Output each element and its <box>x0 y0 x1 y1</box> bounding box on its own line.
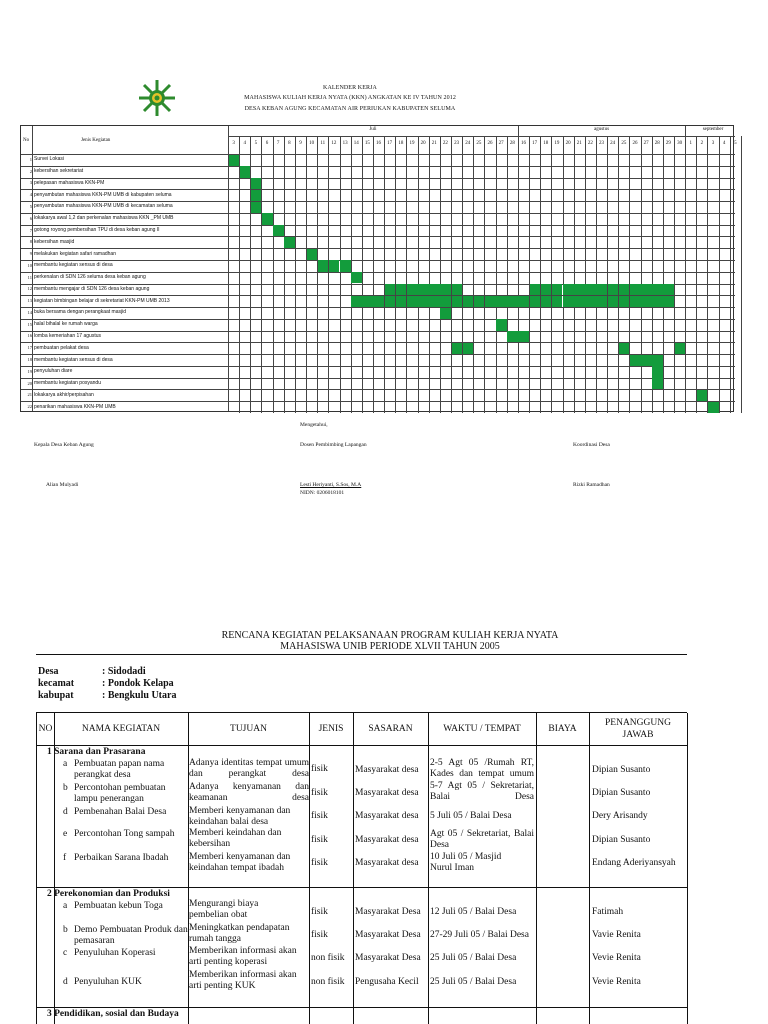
scheduled-cell <box>385 284 396 295</box>
day-number: 24 <box>465 141 471 146</box>
scheduled-cell <box>552 284 563 295</box>
calendar-location: DESA KEBAN AGUNG KECAMATAN AIR PERIUKAN KABUPATEN SELUMA <box>244 106 456 112</box>
item-kegiatan: Percontohan pembuatan lampu penerangan <box>74 783 166 804</box>
day-number: 17 <box>387 141 393 146</box>
item-letter: a <box>63 759 68 769</box>
item-tujuan: Memberi kenyamanan dan keindahan tempat ibadah <box>189 852 291 873</box>
row-number: 14 <box>27 309 32 315</box>
signer-1-role: Kepala Desa Keban Agung <box>34 442 94 448</box>
day-number: 14 <box>353 141 359 146</box>
day-number: 13 <box>342 141 348 146</box>
day-number: 11 <box>320 141 326 146</box>
scheduled-cell <box>574 296 585 307</box>
scheduled-cell <box>240 166 251 177</box>
item-penanggung-jawab: Vevie Renita <box>592 953 641 963</box>
scheduled-cell <box>630 284 641 295</box>
item-penanggung-jawab: Vavie Renita <box>592 930 641 940</box>
item-jenis: fisik <box>311 764 328 774</box>
item-jenis: fisik <box>311 788 328 798</box>
scheduled-cell <box>396 284 407 295</box>
day-number: 3 <box>232 141 235 146</box>
scheduled-cell <box>273 225 284 236</box>
scheduled-cell <box>262 213 273 224</box>
item-jenis: fisik <box>311 811 328 821</box>
item-tujuan: Meningkatkan pendapatan rumah tangga <box>189 923 290 944</box>
day-number: 20 <box>420 141 426 146</box>
day-number: 22 <box>442 141 448 146</box>
day-number: 23 <box>454 141 460 146</box>
item-sasaran: Masyarakat desa <box>355 765 419 775</box>
day-number: 5 <box>254 141 258 146</box>
day-number: 16 <box>376 141 381 146</box>
row-number: 5 <box>29 203 32 209</box>
scheduled-cell <box>385 296 396 307</box>
day-number: 4 <box>243 141 246 146</box>
activity-label: gotong royong pembersihan TPU di desa keban agung II <box>34 227 160 234</box>
row-number: 22 <box>27 404 32 410</box>
scheduled-cell <box>496 296 507 307</box>
item-tujuan: Adanya identitas tempat umum dan perangkat desa <box>189 758 309 779</box>
signer-3-name: Rizki Ramadhan <box>573 482 610 488</box>
scheduled-cell <box>351 296 362 307</box>
day-number: 2 <box>700 141 704 146</box>
item-jenis: fisik <box>311 835 328 845</box>
scheduled-cell <box>251 190 262 201</box>
row-number: 8 <box>29 239 32 245</box>
scheduled-cell <box>619 343 630 354</box>
signer-2-nidn: NIDN: 0206018101 <box>300 490 345 496</box>
day-number: 15 <box>364 141 370 146</box>
item-sasaran: Masyarakat desa <box>355 858 419 868</box>
month-label: september <box>702 127 724 132</box>
day-number: 1 <box>689 141 692 146</box>
row-number: 10 <box>27 262 32 268</box>
row-number: 9 <box>29 251 32 257</box>
day-number: 29 <box>665 141 671 146</box>
scheduled-cell <box>574 284 585 295</box>
scheduled-cell <box>463 296 474 307</box>
meta-desa: Desa : Sidodadi <box>38 666 146 677</box>
item-waktu: 10 Juli 05 / Masjid Nurul Iman <box>430 852 502 873</box>
scheduled-cell <box>229 155 240 166</box>
scheduled-cell <box>429 284 440 295</box>
scheduled-cell <box>641 355 652 366</box>
activity-label: pembuatan pelakat desa <box>34 344 89 351</box>
plan-subtitle: MAHASISWA UNIB PERIODE XLVII TAHUN 2005 <box>280 641 500 652</box>
header-jenis-kegiatan: Jenis Kegiatan <box>81 138 111 143</box>
item-waktu: 2-5 Agt 05 /Rumah RT, Kades dan tempat umum <box>430 758 534 779</box>
plan-title: RENCANA KEGIATAN PELAKSANAAN PROGRAM KULIAH KERJA NYATA <box>221 630 559 641</box>
plan-table <box>36 712 687 1024</box>
item-jenis: fisik <box>311 858 328 868</box>
item-tujuan: Memberi kenyamanan dan keindahan balai desa <box>189 806 291 827</box>
scheduled-cell <box>463 343 474 354</box>
scheduled-cell <box>329 260 340 271</box>
activity-label: halal bihalal ke rumah warga <box>34 321 98 328</box>
day-number: 18 <box>398 141 404 146</box>
day-number: 26 <box>632 141 638 146</box>
item-sasaran: Pengusaha Kecil <box>355 977 419 987</box>
scheduled-cell <box>652 378 663 389</box>
day-number: 12 <box>331 141 337 146</box>
scheduled-cell <box>407 284 418 295</box>
calendar-table <box>20 125 737 412</box>
row-number: 3 <box>29 180 32 186</box>
item-sasaran: Masyarakat Desa <box>355 930 421 940</box>
day-number: 3 <box>711 141 715 146</box>
scheduled-cell <box>284 237 295 248</box>
day-number: 27 <box>498 141 504 146</box>
row-number: 11 <box>27 274 32 280</box>
activity-label: penyuluhan diare <box>34 368 73 375</box>
item-tujuan: Memberikan informasi akan arti penting KUK <box>189 970 297 991</box>
day-number: 22 <box>587 141 593 146</box>
scheduled-cell <box>351 272 362 283</box>
day-number: 18 <box>543 141 549 146</box>
row-number: 17 <box>27 345 32 351</box>
day-number: 9 <box>299 141 302 146</box>
signer-1-name: Alian Mulyadi <box>46 482 79 488</box>
scheduled-cell <box>608 296 619 307</box>
scheduled-cell <box>708 402 719 413</box>
item-penanggung-jawab: Fatimah <box>592 907 624 917</box>
scheduled-cell <box>362 296 373 307</box>
section-3-heading: 3 Pendidikan, sosial dan Budaya <box>47 1009 179 1019</box>
scheduled-cell <box>485 296 496 307</box>
item-kegiatan: Percontohan Tong sampah <box>74 829 175 839</box>
day-number: 5 <box>734 141 737 146</box>
item-waktu: 27-29 Juli 05 / Balai Desa <box>430 930 529 940</box>
activity-label: lokakarya akhir/perpisahan <box>34 391 94 398</box>
scheduled-cell <box>585 284 596 295</box>
day-number: 21 <box>431 141 437 146</box>
day-number: 24 <box>610 141 616 146</box>
day-number: 28 <box>509 141 515 146</box>
item-letter: b <box>63 783 68 793</box>
activity-label: melakukan kegiatan safari ramadhan <box>34 250 116 257</box>
signer-3-role: Koordinasi Desa <box>573 442 610 448</box>
item-kegiatan: Pembuatan kebun Toga <box>74 901 163 911</box>
item-sasaran: Masyarakat Desa <box>355 953 421 963</box>
scheduled-cell <box>429 296 440 307</box>
item-tujuan: Memberi keindahan dan kebersihan <box>189 828 282 849</box>
scheduled-cell <box>541 284 552 295</box>
scheduled-cell <box>496 319 507 330</box>
header-no: No <box>23 138 30 143</box>
item-kegiatan: Perbaikan Sarana Ibadah <box>74 853 169 863</box>
university-logo <box>137 78 177 118</box>
col-no: NO <box>38 724 53 734</box>
item-penanggung-jawab: Dipian Susanto <box>592 835 651 845</box>
row-number: 15 <box>27 321 32 327</box>
scheduled-cell <box>541 296 552 307</box>
meta-kabupaten: kabupat : Bengkulu Utara <box>38 690 177 701</box>
activity-label: perkenalan di SDN 126 seluma desa keban agung <box>34 274 146 281</box>
row-number: 7 <box>29 227 32 233</box>
scheduled-cell <box>407 296 418 307</box>
item-penanggung-jawab: Dery Arisandy <box>592 811 648 821</box>
scheduled-cell <box>418 284 429 295</box>
item-jenis: fisik <box>311 907 328 917</box>
day-number: 7 <box>276 141 280 146</box>
scheduled-cell <box>452 284 463 295</box>
item-jenis: fisik <box>311 930 328 940</box>
signer-2-name: Lesti Heriyanti, S.Sos, M.A <box>300 482 362 488</box>
scheduled-cell <box>619 284 630 295</box>
scheduled-cell <box>452 343 463 354</box>
item-waktu: 12 Juli 05 / Balai Desa <box>430 907 517 917</box>
activity-label: pelepasan mahasiswa KKN-PM <box>34 179 105 186</box>
activity-label: buka bersama dengan perangkaat masjid <box>34 309 127 316</box>
scheduled-cell <box>563 296 574 307</box>
scheduled-cell <box>596 296 607 307</box>
activity-label: lokakarya awal 1,2 dan perkenalan mahasiswa KKN _PM UMB <box>34 215 174 222</box>
scheduled-cell <box>652 355 663 366</box>
scheduled-cell <box>440 308 451 319</box>
item-penanggung-jawab: Dipian Susanto <box>592 788 651 798</box>
scheduled-cell <box>675 343 686 354</box>
scheduled-cell <box>418 296 429 307</box>
scheduled-cell <box>318 260 329 271</box>
item-waktu: 25 Juli 05 / Balai Desa <box>430 977 517 987</box>
item-letter: c <box>63 948 68 958</box>
calendar-subtitle: MAHASISWA KULIAH KERJA NYATA (KKN) ANGKATAN KE IV TAHUN 2012 <box>244 95 456 101</box>
day-number: 17 <box>532 141 538 146</box>
item-tujuan: Adanya kenyamanan dan keamanan desa <box>189 782 309 803</box>
scheduled-cell <box>663 296 674 307</box>
scheduled-cell <box>307 249 318 260</box>
day-number: 19 <box>554 141 560 146</box>
item-waktu: 25 Juli 05 / Balai Desa <box>430 953 517 963</box>
col-biaya: BIAYA <box>548 724 577 734</box>
title-rule <box>36 654 687 655</box>
day-number: 8 <box>288 141 291 146</box>
row-number: 6 <box>29 215 32 221</box>
item-waktu: 5-7 Agt 05 / Sekretariat, Balai Desa <box>430 781 534 802</box>
activity-label: penarikan mahasiswa KKN-PM UMB <box>34 403 116 410</box>
row-number: 18 <box>27 357 32 363</box>
item-tujuan: Mengurangi biaya pembelian obat <box>189 899 259 920</box>
day-number: 30 <box>677 141 683 146</box>
item-letter: d <box>63 977 68 987</box>
item-penanggung-jawab: Endang Aderiyansyah <box>592 858 676 868</box>
row-number: 12 <box>27 286 32 292</box>
activity-label: kebersihan masjid <box>34 238 75 245</box>
section-2-heading: 2 Perekonomian dan Produksi <box>47 889 170 899</box>
item-letter: e <box>63 829 68 839</box>
scheduled-cell <box>340 260 351 271</box>
item-kegiatan: Pembuatan papan nama perangkat desa <box>74 759 165 780</box>
scheduled-cell <box>251 202 262 213</box>
item-kegiatan: Penyuluhan Koperasi <box>74 948 156 958</box>
col-penanggung-jawab: PENANGGUNG JAWAB <box>605 718 671 740</box>
scheduled-cell <box>641 284 652 295</box>
day-number: 27 <box>643 141 649 146</box>
row-number: 1 <box>29 156 32 162</box>
item-tujuan: Memberikan informasi akan arti penting koperasi <box>189 946 297 967</box>
item-letter: d <box>63 807 68 817</box>
scheduled-cell <box>619 296 630 307</box>
scheduled-cell <box>697 390 708 401</box>
scheduled-cell <box>530 284 541 295</box>
item-sasaran: Masyarakat Desa <box>355 907 421 917</box>
item-penanggung-jawab: Vevie Renita <box>592 977 641 987</box>
item-kegiatan: Penyuluhan KUK <box>74 977 142 987</box>
item-letter: a <box>63 901 68 911</box>
activity-label: penyambutan mahasiswa KKN-PM UMB di kabupaten seluma <box>34 191 172 198</box>
month-label: Juli <box>369 127 377 132</box>
row-number: 20 <box>27 380 32 386</box>
scheduled-cell <box>641 296 652 307</box>
scheduled-cell <box>474 296 485 307</box>
item-jenis: non fisik <box>311 953 345 963</box>
scheduled-cell <box>652 366 663 377</box>
row-number: 19 <box>27 368 32 374</box>
activity-label: penyambutan mahasiswa KKN-PM UMB di kecamatan seluma <box>34 203 173 210</box>
scheduled-cell <box>630 296 641 307</box>
scheduled-cell <box>563 284 574 295</box>
activity-label: lomba kemeriahan 17 agustus <box>34 332 101 339</box>
day-number: 25 <box>476 141 482 146</box>
signer-2-role: Dosen Pembimbing Lapangan <box>300 442 367 448</box>
scheduled-cell <box>652 284 663 295</box>
scheduled-cell <box>251 178 262 189</box>
col-tujuan: TUJUAN <box>230 724 267 734</box>
scheduled-cell <box>663 284 674 295</box>
item-sasaran: Masyarakat desa <box>355 835 419 845</box>
row-number: 2 <box>29 168 32 174</box>
section-1-heading: 1 Sarana dan Prasarana <box>47 747 146 757</box>
scheduled-cell <box>552 296 563 307</box>
day-number: 26 <box>487 141 493 146</box>
item-letter: f <box>63 853 67 863</box>
meta-kecamatan: kecamat : Pondok Kelapa <box>38 678 174 689</box>
activity-label: kebersihan sekretariat <box>34 168 84 175</box>
item-jenis: non fisik <box>311 977 345 987</box>
day-number: 25 <box>621 141 627 146</box>
activity-label: membantu kegiatan sensus di desa <box>34 356 113 363</box>
activity-label: membantu kegiatan posyandu <box>34 380 101 387</box>
mengetahui-label: Mengetahui, <box>300 422 328 428</box>
day-number: 4 <box>722 141 726 146</box>
scheduled-cell <box>452 296 463 307</box>
item-kegiatan: Demo Pembuatan Produk dan pemasaran <box>74 925 188 946</box>
scheduled-cell <box>518 296 529 307</box>
item-penanggung-jawab: Dipian Susanto <box>592 765 651 775</box>
day-number: 19 <box>409 141 415 146</box>
item-kegiatan: Pembenahan Balai Desa <box>74 807 167 817</box>
day-number: 28 <box>654 141 660 146</box>
item-letter: b <box>63 925 68 935</box>
row-number: 16 <box>27 333 32 339</box>
row-number: 21 <box>27 392 32 398</box>
item-waktu: Agt 05 / Sekretariat, Balai Desa <box>430 829 534 850</box>
col-waktu-tempat: WAKTU / TEMPAT <box>443 724 521 734</box>
row-number: 13 <box>27 298 32 304</box>
month-label: agustus <box>594 127 610 132</box>
scheduled-cell <box>530 296 541 307</box>
scheduled-cell <box>596 284 607 295</box>
col-sasaran: SASARAN <box>368 724 413 734</box>
day-number: 10 <box>309 141 315 146</box>
col-jenis: JENIS <box>318 724 344 734</box>
scheduled-cell <box>608 284 619 295</box>
day-number: 21 <box>576 141 582 146</box>
scheduled-cell <box>507 331 518 342</box>
activity-label: membantu mengajar di SDN 126 desa keban agung <box>34 285 150 292</box>
scheduled-cell <box>630 355 641 366</box>
item-sasaran: Masyarakat desa <box>355 788 419 798</box>
item-waktu: 5 Juli 05 / Balai Desa <box>430 811 512 821</box>
day-number: 20 <box>565 141 571 146</box>
day-number: 23 <box>599 141 604 146</box>
scheduled-cell <box>507 296 518 307</box>
scheduled-cell <box>518 331 529 342</box>
scheduled-cell <box>440 296 451 307</box>
scheduled-cell <box>652 296 663 307</box>
day-number: 16 <box>520 141 526 146</box>
scheduled-cell <box>373 296 384 307</box>
activity-label: Survei Lokasi <box>34 156 65 163</box>
activity-label: membantu kegiatan sensus di desa <box>34 262 113 269</box>
day-number: 6 <box>265 141 269 146</box>
col-nama-kegiatan: NAMA KEGIATAN <box>81 724 161 734</box>
calendar-title: KALENDER KERJA <box>323 85 377 91</box>
activity-label: kegiatan bimbingan belajar di sekretariat KKN-PM UMB 2013 <box>34 297 170 304</box>
scheduled-cell <box>585 296 596 307</box>
item-sasaran: Masyarakat desa <box>355 811 419 821</box>
row-number: 4 <box>29 192 32 198</box>
scheduled-cell <box>440 284 451 295</box>
scheduled-cell <box>396 296 407 307</box>
